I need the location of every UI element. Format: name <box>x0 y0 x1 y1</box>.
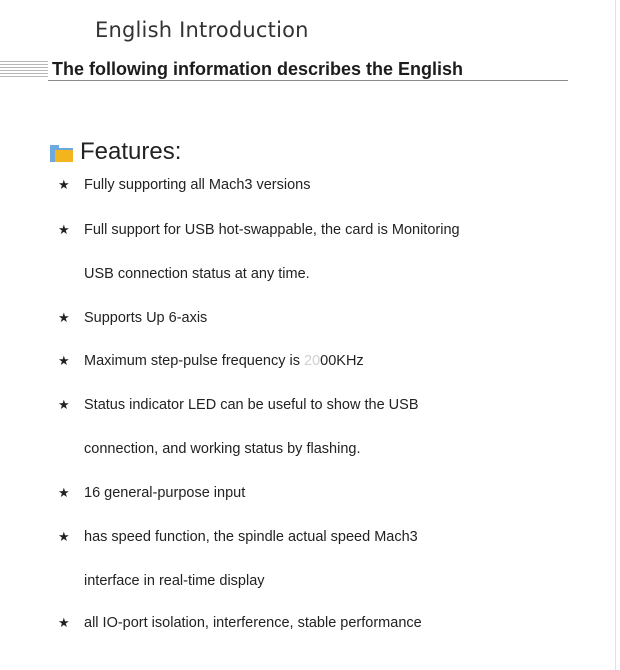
list-item: ★ Fully supporting all Mach3 versions <box>58 177 311 193</box>
list-item: ★ Maximum step-pulse frequency is 2000KHz <box>58 353 364 369</box>
star-icon: ★ <box>58 178 70 193</box>
faded-digits: 20 <box>304 353 321 369</box>
list-item: ★ 16 general-purpose input <box>58 485 246 501</box>
striped-decoration <box>0 61 48 79</box>
section-header-bar <box>0 58 568 82</box>
section-subtitle: The following information describes the English <box>52 59 464 79</box>
star-icon: ★ <box>58 354 70 369</box>
star-icon: ★ <box>58 530 70 545</box>
list-item-continuation: connection, and working status by flashing. <box>84 441 361 457</box>
list-item: ★ all IO-port isolation, interference, stable performance <box>58 615 422 631</box>
star-icon: ★ <box>58 398 70 413</box>
list-item-continuation: interface in real-time display <box>84 573 265 589</box>
page-edge-rule <box>615 0 616 670</box>
features-title: Features: <box>80 138 182 165</box>
star-icon: ★ <box>58 223 70 238</box>
star-icon: ★ <box>58 311 70 326</box>
list-item: ★ Full support for USB hot-swappable, the card is Monitoring <box>58 222 460 238</box>
folder-icon <box>50 145 73 162</box>
list-item: ★ has speed function, the spindle actual speed Mach3 <box>58 529 418 545</box>
list-item-continuation: USB connection status at any time. <box>84 266 310 282</box>
header-underline <box>48 80 568 81</box>
star-icon: ★ <box>58 616 70 631</box>
list-item: ★ Status indicator LED can be useful to show the USB <box>58 397 419 413</box>
list-item: ★ Supports Up 6-axis <box>58 310 208 326</box>
page-title: English Introduction <box>95 18 309 42</box>
star-icon: ★ <box>58 486 70 501</box>
